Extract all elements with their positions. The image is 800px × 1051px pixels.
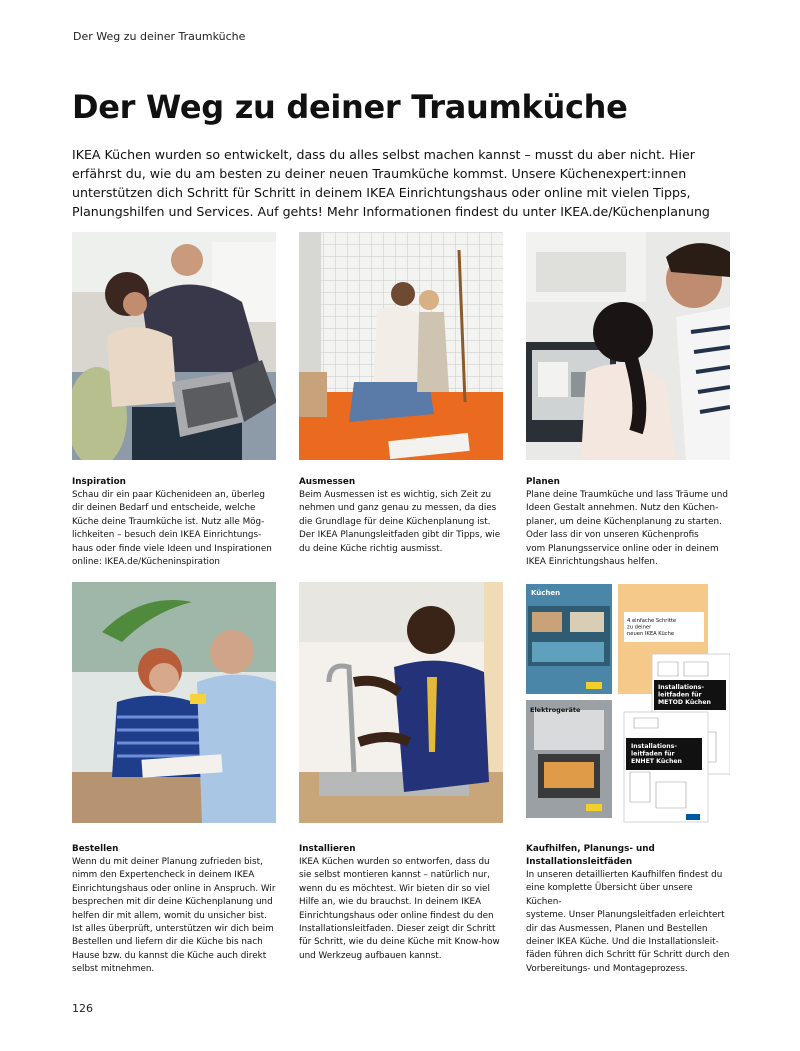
running-header: Der Weg zu deiner Traumküche xyxy=(73,30,246,43)
step-description: In unseren detaillierten Kaufhilfen findest du eine komplette Übersicht über unsere Küchen- systeme. Unser Planungsleitfaden erleichtert dir das Ausmessen, Planen und Bestellen deiner IKEA Küche. Und die Installationsleit- fäden führen dich Schritt für Schritt durch den Vorbereitungs- und Montageprozess. xyxy=(526,870,730,974)
page-title: Der Weg zu deiner Traumküche xyxy=(72,88,628,126)
brochure-label: Installations- leitfaden für METOD Küchen xyxy=(658,684,711,706)
step-description: Schau dir ein paar Küchenideen an, überleg dir deinen Bedarf und entscheide, welche Küche deine Traumküche ist. Nutz alle Mög- lichkeiten – besuch dein IKEA Einrichtungs- haus oder finde viele Ideen und Inspirationen online: IKEA.de/Kücheninspiration xyxy=(72,490,272,568)
step-description: IKEA Küchen wurden so entworfen, dass du sie selbst montieren kannst – natürlich nur, wenn du es möchtest. Wir bieten dir so viel Hilfe an, wie du brauchst. In deinem IKEA Einrichtungshaus oder online findest du den Installationsleitfaden. Dieser zeigt dir Schritt für Schritt, wie du deine Küche mit Know-how und Werkzeug aufbauen kannst. xyxy=(299,857,500,961)
brochure-label: Installations- leitfaden für ENHET Küchen xyxy=(631,743,682,765)
step-card-kaufhilfen xyxy=(526,582,730,1002)
brochure-kuechen xyxy=(526,584,612,694)
step-title: Inspiration xyxy=(72,477,126,487)
step-description: Beim Ausmessen ist es wichtig, sich Zeit zu nehmen und ganz genau zu messen, da dies die Grundlage für deine Küchenplanung ist. Der IKEA Planungsleitfaden gibt dir Tipps, wie du deine Küche richtig ausmisst. xyxy=(299,490,501,554)
photo-planning-screen xyxy=(526,232,730,460)
step-title: Bestellen xyxy=(72,844,119,854)
step-title: Ausmessen xyxy=(299,477,356,487)
photo-couple-laptop xyxy=(72,232,276,460)
step-card-bestellen xyxy=(72,582,276,1002)
step-card-planen xyxy=(526,232,730,582)
photo-installing-tap xyxy=(299,582,503,823)
brochure-elektrogeraete xyxy=(526,700,612,818)
intro-paragraph: IKEA Küchen wurden so entwickelt, dass du alles selbst machen kannst – musst du aber nicht. Hier erfährst du, wie du am besten zu deiner neuen Traumküche kommst. Unsere Küchenexpert:innen unterstützen dich Schritt für Schritt in deinem IKEA Einrichtungshaus oder online mit vielen Tipps, Planungshilfen und Services. Auf gehts! Mehr Informationen findest du unter IKEA.de/Küchenplanung xyxy=(72,147,710,219)
photo-ordering-couple xyxy=(72,582,276,823)
photo-measuring-wall xyxy=(299,232,503,460)
step-description: Plane deine Traumküche und lass Träume und Ideen Gestalt annehmen. Nutz den Küchen- planer, um deine Küchenplanung zu starten. Oder lass dir von unseren Küchenprofis vom Planungsservice online oder in deinem IKEA Einrichtungshaus helfen. xyxy=(526,490,728,568)
step-title: Installieren xyxy=(299,844,356,854)
step-card-ausmessen xyxy=(299,232,503,582)
step-card-installieren xyxy=(299,582,503,1002)
steps-grid xyxy=(72,232,732,1002)
photo-brochures xyxy=(526,582,730,823)
step-title: Kaufhilfen, Planungs- und Installationsleitfäden xyxy=(526,844,655,867)
step-card-inspiration xyxy=(72,232,276,582)
step-title: Planen xyxy=(526,477,560,487)
brochure-label: Küchen xyxy=(531,589,561,597)
brochure-label: 4 einfache Schritte zu deiner neuen IKEA Küche xyxy=(627,618,677,637)
brochure-label: Elektrogeräte xyxy=(530,706,581,714)
brochure-enhet xyxy=(624,712,708,822)
page-number: 126 xyxy=(72,1002,93,1015)
step-description: Wenn du mit deiner Planung zufrieden bist, nimm den Expertencheck in deinem IKEA Einrichtungshaus oder online in Anspruch. Wir besprechen mit dir deine Küchenplanung und helfen dir mit allem, womit du unsicher bist. Ist alles überprüft, unterstützen wir dich beim Bestellen und liefern dir die Küche bis nach Hause bzw. du kannst die Küche auch direkt selbst mitnehmen. xyxy=(72,857,276,975)
